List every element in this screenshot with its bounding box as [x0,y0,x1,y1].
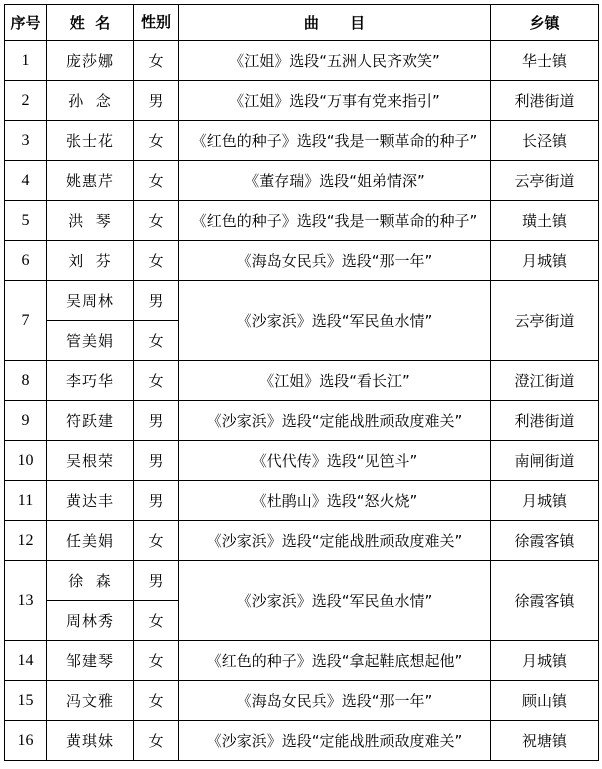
performer-gender: 男 [134,441,179,481]
performer-name: 庞莎娜 [47,41,134,81]
header-name: 姓 名 [47,5,134,41]
table-row [5,241,599,281]
table-row [5,361,599,401]
row-seq: 7 [5,281,47,361]
performer-name: 姚惠芹 [47,161,134,201]
piece-title: 《代代传》选段“见笆斗” [179,441,491,481]
piece-title: 《董存瑞》选段“姐弟情深” [179,161,491,201]
header-town: 乡镇 [491,5,599,41]
table-row [5,681,599,721]
performer-name: 任美娟 [47,521,134,561]
table-row [5,561,599,601]
performer-name: 吴周林 [47,281,134,321]
performer-name: 刘 芬 [47,241,134,281]
piece-title: 《沙家浜》选段“定能战胜顽敌度难关” [179,521,491,561]
performer-name: 李巧华 [47,361,134,401]
table-row [5,81,599,121]
performer-name: 管美娟 [47,321,134,361]
performer-name: 洪 琴 [47,201,134,241]
piece-title: 《海岛女民兵》选段“那一年” [179,241,491,281]
performer-gender: 女 [134,601,179,641]
performer-name: 黄琪妹 [47,721,134,761]
row-seq: 15 [5,681,47,721]
piece-title: 《沙家浜》选段“定能战胜顽敌度难关” [179,721,491,761]
row-seq: 8 [5,361,47,401]
row-seq: 11 [5,481,47,521]
town-name: 澄江街道 [491,361,599,401]
table-body [5,41,599,761]
table-row [5,401,599,441]
town-name: 华士镇 [491,41,599,81]
performer-name: 张士花 [47,121,134,161]
performer-gender: 女 [134,641,179,681]
piece-title: 《江姐》选段“看长江” [179,361,491,401]
header-piece: 曲 目 [179,5,491,41]
town-name: 月城镇 [491,241,599,281]
table-row [5,41,599,81]
row-seq: 10 [5,441,47,481]
row-seq: 12 [5,521,47,561]
header-seq: 序号 [5,5,47,41]
town-name: 月城镇 [491,481,599,521]
row-seq: 4 [5,161,47,201]
performer-name: 冯文雅 [47,681,134,721]
row-seq: 9 [5,401,47,441]
performer-gender: 女 [134,721,179,761]
table-row [5,641,599,681]
performer-name: 孙 念 [47,81,134,121]
performer-gender: 男 [134,81,179,121]
table-row [5,481,599,521]
performer-gender: 女 [134,241,179,281]
town-name: 徐霞客镇 [491,521,599,561]
town-name: 长泾镇 [491,121,599,161]
performer-gender: 男 [134,401,179,441]
piece-title: 《沙家浜》选段“定能战胜顽敌度难关” [179,401,491,441]
performer-name: 徐 森 [47,561,134,601]
performance-table [4,4,599,761]
header-gender: 性别 [134,5,179,41]
performer-gender: 女 [134,121,179,161]
piece-title: 《江姐》选段“万事有党来指引” [179,81,491,121]
header-row [5,5,599,41]
performer-name: 邹建琴 [47,641,134,681]
row-seq: 5 [5,201,47,241]
performer-gender: 女 [134,681,179,721]
town-name: 南闸街道 [491,441,599,481]
performer-gender: 女 [134,161,179,201]
performer-gender: 女 [134,321,179,361]
performer-gender: 男 [134,481,179,521]
performer-gender: 女 [134,361,179,401]
piece-title: 《海岛女民兵》选段“那一年” [179,681,491,721]
row-seq: 13 [5,561,47,641]
table-row [5,161,599,201]
performer-gender: 女 [134,201,179,241]
piece-title: 《沙家浜》选段“军民鱼水情” [179,561,491,641]
town-name: 云亭街道 [491,281,599,361]
table-row [5,201,599,241]
town-name: 璜土镇 [491,201,599,241]
piece-title: 《红色的种子》选段“我是一颗革命的种子” [179,201,491,241]
town-name: 云亭街道 [491,161,599,201]
town-name: 顾山镇 [491,681,599,721]
piece-title: 《沙家浜》选段“军民鱼水情” [179,281,491,361]
table-row [5,441,599,481]
performer-gender: 女 [134,41,179,81]
row-seq: 3 [5,121,47,161]
town-name: 利港街道 [491,81,599,121]
table-row [5,281,599,321]
table-row [5,121,599,161]
row-seq: 2 [5,81,47,121]
row-seq: 16 [5,721,47,761]
performer-gender: 女 [134,521,179,561]
performer-gender: 男 [134,561,179,601]
row-seq: 14 [5,641,47,681]
table-header [5,5,599,41]
piece-title: 《杜鹃山》选段“怒火烧” [179,481,491,521]
performer-name: 符跃建 [47,401,134,441]
town-name: 利港街道 [491,401,599,441]
piece-title: 《红色的种子》选段“拿起鞋底想起他” [179,641,491,681]
performer-name: 吴根荣 [47,441,134,481]
town-name: 祝塘镇 [491,721,599,761]
piece-title: 《江姐》选段“五洲人民齐欢笑” [179,41,491,81]
performer-name: 周林秀 [47,601,134,641]
town-name: 月城镇 [491,641,599,681]
row-seq: 1 [5,41,47,81]
table-row [5,721,599,761]
table-row [5,521,599,561]
performer-gender: 男 [134,281,179,321]
town-name: 徐霞客镇 [491,561,599,641]
row-seq: 6 [5,241,47,281]
piece-title: 《红色的种子》选段“我是一颗革命的种子” [179,121,491,161]
performer-name: 黄达丰 [47,481,134,521]
